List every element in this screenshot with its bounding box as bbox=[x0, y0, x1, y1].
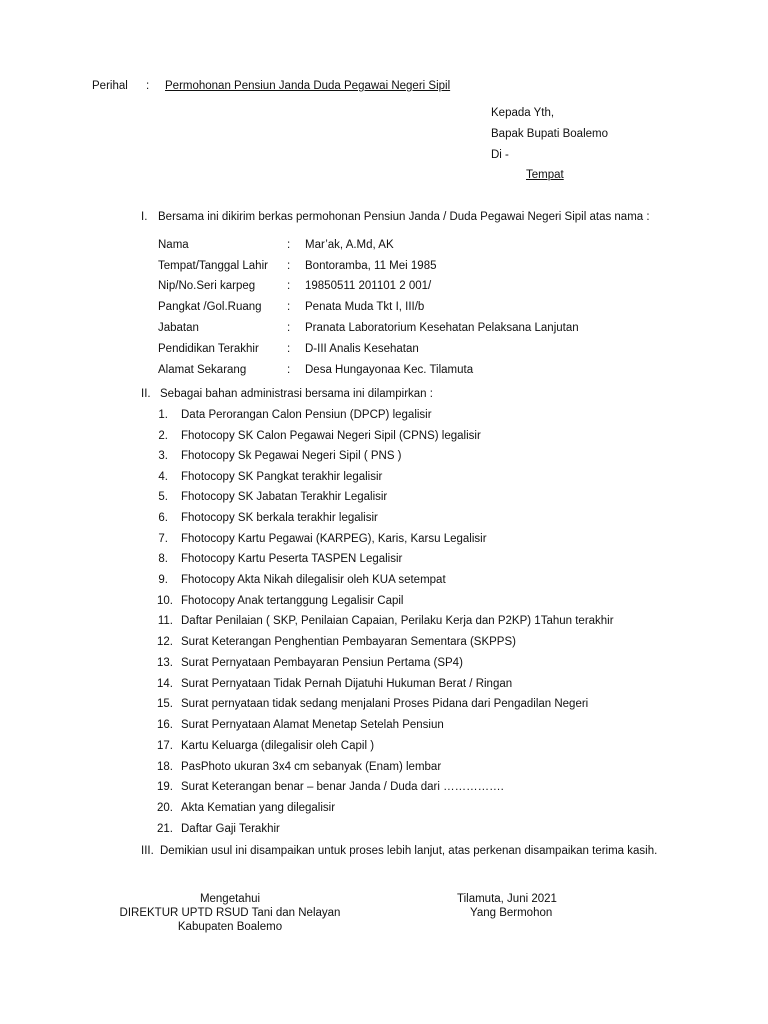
list-item-number: 18. bbox=[157, 761, 173, 773]
field-label: Pangkat /Gol.Ruang bbox=[158, 301, 262, 313]
signature-left-line-2: DIREKTUR UPTD RSUD Tani dan Nelayan bbox=[119, 907, 341, 919]
section3-text: Demikian usul ini disampaikan untuk proses lebih lanjut, atas perkenan disampaikan terima kasih. bbox=[160, 845, 658, 857]
list-item-number: 20. bbox=[157, 802, 173, 814]
list-item-text: Daftar Gaji Terakhir bbox=[181, 823, 280, 835]
list-item-text: Fhotocopy Sk Pegawai Negeri Sipil ( PNS ) bbox=[181, 450, 402, 462]
field-colon: : bbox=[287, 280, 291, 292]
list-item-number: 14. bbox=[157, 678, 173, 690]
field-value: Bontoramba, 11 Mei 1985 bbox=[305, 260, 437, 272]
list-item-text: Fhotocopy SK Pangkat terakhir legalisir bbox=[181, 471, 383, 483]
section3-numeral: III. bbox=[141, 845, 154, 857]
field-value: Mar’ak, A.Md, AK bbox=[305, 239, 394, 251]
list-item-text: Surat pernyataan tidak sedang menjalani Proses Pidana dari Pengadilan Negeri bbox=[181, 698, 589, 710]
list-item-number: 8. bbox=[158, 553, 168, 565]
list-item-text: Fhotocopy Anak tertanggung Legalisir Capil bbox=[181, 595, 404, 607]
field-label: Nip/No.Seri karpeg bbox=[158, 280, 256, 292]
list-item-text: Fhotocopy Kartu Peserta TASPEN Legalisir bbox=[181, 553, 403, 565]
field-colon: : bbox=[287, 343, 291, 355]
list-item-number: 19. bbox=[157, 781, 173, 793]
list-item-number: 16. bbox=[157, 719, 173, 731]
list-item-number: 5. bbox=[158, 491, 168, 503]
recipient-line-4: Tempat bbox=[526, 169, 564, 181]
list-item-text: Surat Pernyataan Tidak Pernah Dijatuhi Hukuman Berat / Ringan bbox=[181, 678, 513, 690]
perihal-colon: : bbox=[146, 80, 150, 92]
list-item-text: Kartu Keluarga (dilegalisir oleh Capil ) bbox=[181, 740, 375, 752]
list-item-text: Data Perorangan Calon Pensiun (DPCP) legalisir bbox=[181, 409, 432, 421]
list-item-number: 11. bbox=[157, 615, 173, 627]
section1-numeral: I. bbox=[141, 211, 148, 223]
subject-title: Permohonan Pensiun Janda Duda Pegawai Negeri Sipil bbox=[165, 80, 451, 92]
list-item-text: Fhotocopy Akta Nikah dilegalisir oleh KUA setempat bbox=[181, 574, 446, 586]
field-colon: : bbox=[287, 239, 291, 251]
field-colon: : bbox=[287, 301, 291, 313]
list-item-text: Fhotocopy SK berkala terakhir legalisir bbox=[181, 512, 378, 524]
field-colon: : bbox=[287, 364, 291, 376]
signature-left-line-1: Mengetahui bbox=[199, 893, 261, 905]
field-value: 19850511 201101 2 001/ bbox=[305, 280, 432, 292]
section2-numeral: II. bbox=[141, 388, 151, 400]
list-item-number: 12. bbox=[157, 636, 173, 648]
list-item-text: Surat Pernyataan Pembayaran Pensiun Pertama (SP4) bbox=[181, 657, 463, 669]
list-item-number: 1. bbox=[158, 409, 168, 421]
list-item-text: PasPhoto ukuran 3x4 cm sebanyak (Enam) lembar bbox=[181, 761, 442, 773]
list-item-number: 2. bbox=[158, 430, 168, 442]
list-item-text: Fhotocopy SK Jabatan Terakhir Legalisir bbox=[181, 491, 388, 503]
list-item-text: Surat Keterangan Penghentian Pembayaran Sementara (SKPPS) bbox=[181, 636, 516, 648]
field-value: D-III Analis Kesehatan bbox=[305, 343, 419, 355]
list-item-number: 9. bbox=[158, 574, 168, 586]
section1-intro: Bersama ini dikirim berkas permohonan Pensiun Janda / Duda Pegawai Negeri Sipil atas nama : bbox=[158, 211, 650, 223]
recipient-line-3: Di - bbox=[491, 149, 509, 161]
signature-right-line-2: Yang Bermohon bbox=[470, 907, 553, 919]
list-item-number: 6. bbox=[158, 512, 168, 524]
field-label: Nama bbox=[158, 239, 189, 251]
list-item-number: 17. bbox=[157, 740, 173, 752]
field-label: Jabatan bbox=[158, 322, 199, 334]
field-value: Desa Hungayonaa Kec. Tilamuta bbox=[305, 364, 474, 376]
field-label: Tempat/Tanggal Lahir bbox=[158, 260, 268, 272]
list-item-number: 15. bbox=[157, 698, 173, 710]
field-label: Pendidikan Terakhir bbox=[158, 343, 259, 355]
field-label: Alamat Sekarang bbox=[158, 364, 247, 376]
list-item-number: 4. bbox=[158, 471, 168, 483]
list-item-number: 21. bbox=[157, 823, 173, 835]
recipient-line-1: Kepada Yth, bbox=[491, 107, 555, 119]
list-item-text: Daftar Penilaian ( SKP, Penilaian Capaian, Perilaku Kerja dan P2KP) 1Tahun terakhir bbox=[181, 615, 614, 627]
signature-left-line-3: Kabupaten Boalemo bbox=[177, 921, 283, 933]
field-colon: : bbox=[287, 322, 291, 334]
list-item-text: Surat Pernyataan Alamat Menetap Setelah Pensiun bbox=[181, 719, 444, 731]
field-value: Penata Muda Tkt I, III/b bbox=[305, 301, 425, 313]
section2-intro: Sebagai bahan administrasi bersama ini dilampirkan : bbox=[160, 388, 433, 400]
list-item-number: 7. bbox=[158, 533, 168, 545]
list-item-number: 13. bbox=[157, 657, 173, 669]
list-item-text: Surat Keterangan benar – benar Janda / Duda dari ……………. bbox=[181, 781, 504, 793]
signature-right-line-1: Tilamuta, Juni 2021 bbox=[457, 893, 557, 905]
list-item-number: 3. bbox=[158, 450, 168, 462]
perihal-label: Perihal bbox=[92, 80, 128, 92]
list-item-text: Fhotocopy SK Calon Pegawai Negeri Sipil (CPNS) legalisir bbox=[181, 430, 481, 442]
list-item-text: Akta Kematian yang dilegalisir bbox=[181, 802, 336, 814]
field-colon: : bbox=[287, 260, 291, 272]
recipient-line-2: Bapak Bupati Boalemo bbox=[491, 128, 608, 140]
list-item-text: Fhotocopy Kartu Pegawai (KARPEG), Karis, Karsu Legalisir bbox=[181, 533, 487, 545]
list-item-number: 10. bbox=[157, 595, 173, 607]
field-value: Pranata Laboratorium Kesehatan Pelaksana Lanjutan bbox=[305, 322, 579, 334]
